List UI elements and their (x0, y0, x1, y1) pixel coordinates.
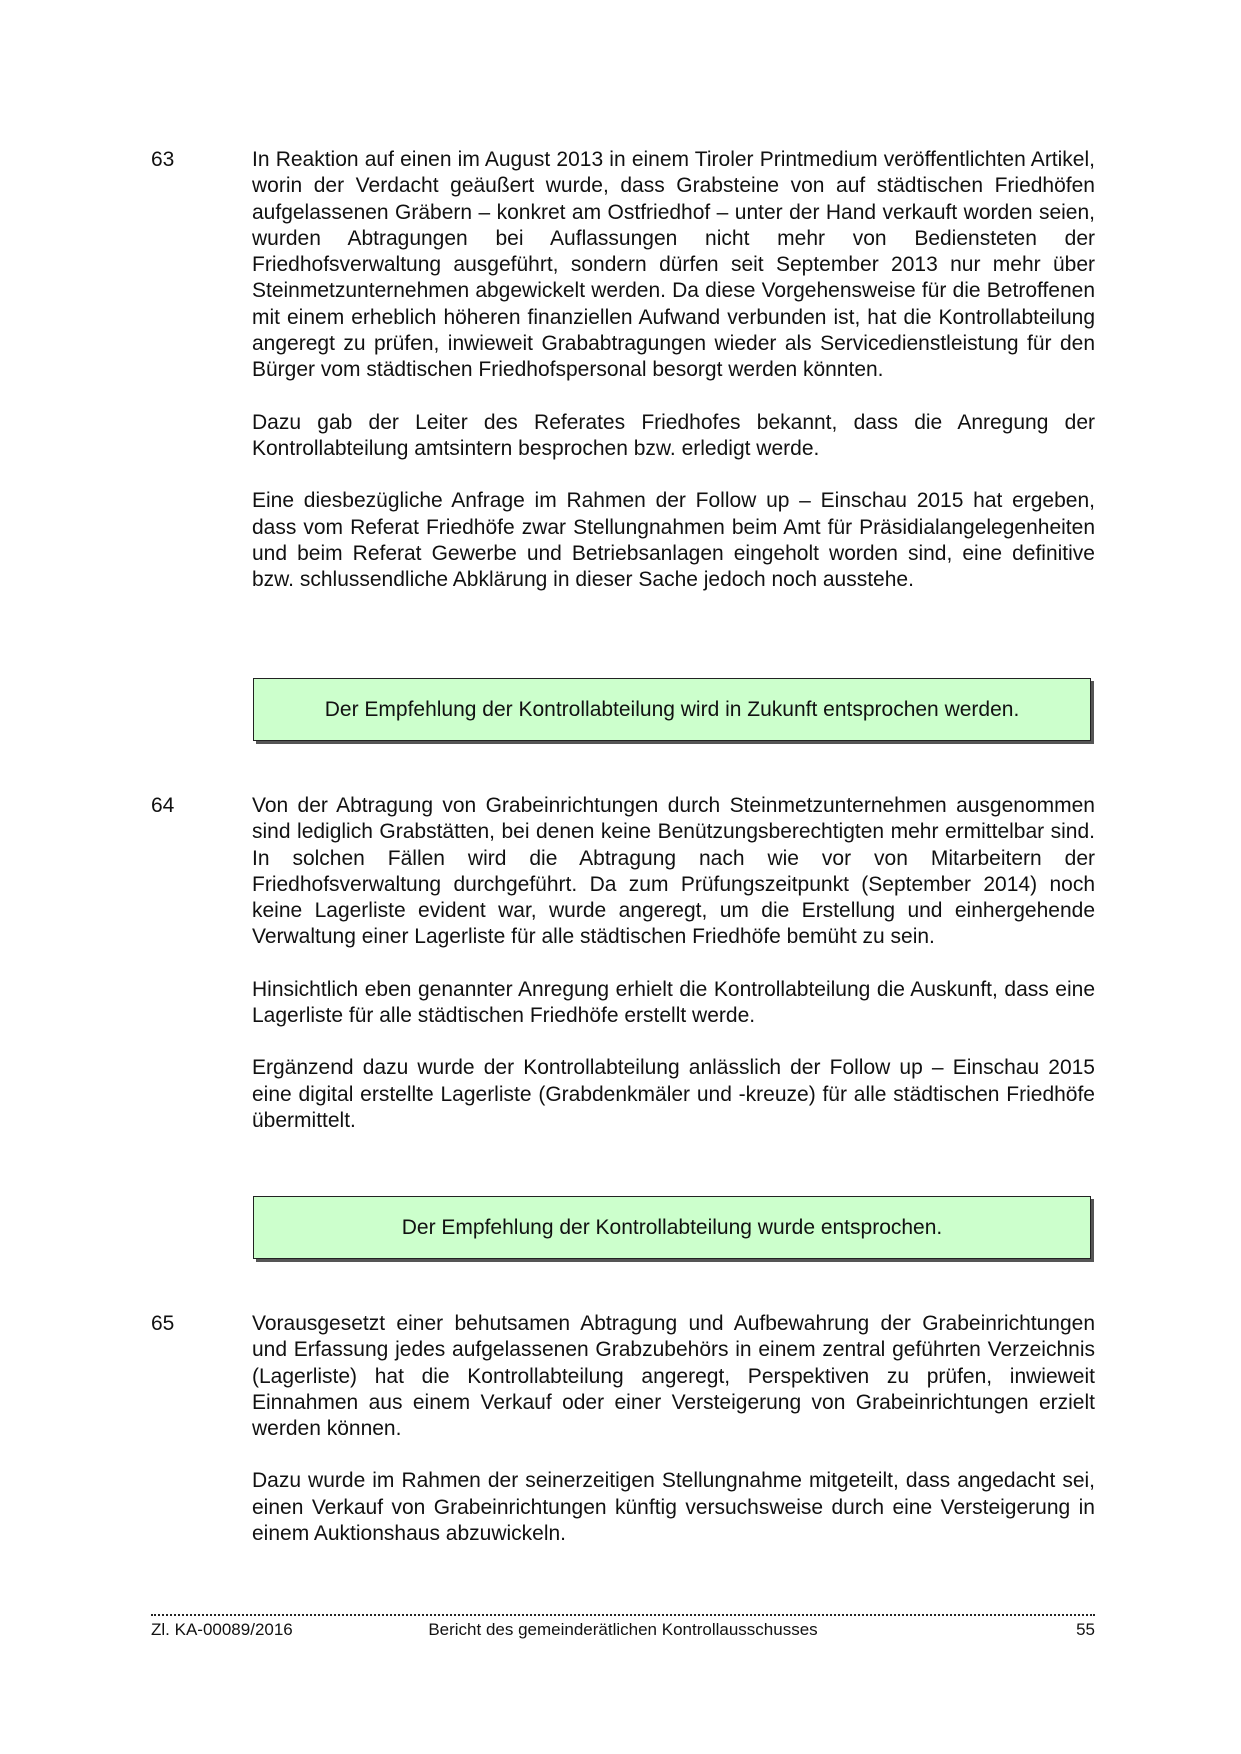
section-64 (151, 793, 1095, 1134)
section-number: 64 (151, 794, 175, 817)
section-number: 65 (151, 1312, 175, 1335)
section-65 (151, 1311, 1095, 1547)
section-body (252, 1311, 1095, 1547)
page-footer (151, 1619, 1095, 1641)
report-title: Bericht des gemeinderätlichen Kontrollausschusses (428, 1620, 818, 1639)
paragraph: In Reaktion auf einen im August 2013 in einem Tiroler Printmedium veröffentlichten Artikel, worin der Verdacht geäußert wurde, dass Grabsteine von auf städtischen Friedhöfen aufgelassenen Gräbern – konkret am Ostfriedhof – unter der Hand verkauft worden seien, wurden Abtragungen bei Auflassungen nicht mehr von Bediensteten der Friedhofsverwaltung ausgeführt, sondern dürfen seit September 2013 nur mehr über Steinmetzunternehmen abgewickelt werden. Da diese Vorgehensweise für die Betroffenen mit einem erheblich höheren finanziellen Aufwand verbunden ist, hat die Kontrollabteilung angeregt zu prüfen, inwieweit Grababtragungen wieder als Servicedienstleistung für den Bürger vom städtischen Friedhofspersonal besorgt werden könnten. (252, 148, 1095, 382)
section-body (252, 147, 1095, 593)
page-number: 55 (1076, 1620, 1095, 1639)
recommendation-box: Der Empfehlung der Kontrollabteilung wurde entsprochen. (253, 1196, 1091, 1259)
section-body (252, 793, 1095, 1134)
recommendation-box: Der Empfehlung der Kontrollabteilung wird in Zukunft entsprochen werden. (253, 678, 1091, 741)
paragraph: Eine diesbezügliche Anfrage im Rahmen der Follow up – Einschau 2015 hat ergeben, dass vom Referat Friedhöfe zwar Stellungnahmen beim Amt für Präsidialangelegenheiten und beim Referat Gewerbe und Betriebsanlagen eingeholt worden sind, eine definitive bzw. schlussendliche Abklärung in dieser Sache jedoch noch ausstehe. (252, 489, 1095, 592)
section-number: 63 (151, 148, 175, 171)
paragraph: Hinsichtlich eben genannter Anregung erhielt die Kontrollabteilung die Auskunft, dass eine Lagerliste für alle städtischen Friedhöfe erstellt werde. (252, 977, 1095, 1028)
paragraph: Ergänzend dazu wurde der Kontrollabteilung anlässlich der Follow up – Einschau 2015 eine digital erstellte Lagerliste (Grabdenkmäler und -kreuze) für alle städtischen Friedhöfe übermittelt. (252, 1056, 1095, 1132)
section-63 (151, 147, 1095, 593)
document-reference: Zl. KA-00089/2016 (151, 1620, 293, 1639)
paragraph: Von der Abtragung von Grabeinrichtungen durch Steinmetzunternehmen ausgenommen sind lediglich Grabstätten, bei denen keine Benützungsberechtigten mehr ermittelbar sind. In solchen Fällen wird die Abtragung nach wie vor von Mitarbeitern der Friedhofsverwaltung durchgeführt. Da zum Prüfungszeitpunkt (September 2014) noch keine Lagerliste evident war, wurde angeregt, um die Erstellung und einhergehende Verwaltung einer Lagerliste für alle städtischen Friedhöfe bemüht zu sein. (252, 794, 1095, 949)
paragraph: Dazu gab der Leiter des Referates Friedhofes bekannt, dass die Anregung der Kontrollabteilung amtsintern besprochen bzw. erledigt werde. (252, 410, 1095, 460)
paragraph: Vorausgesetzt einer behutsamen Abtragung und Aufbewahrung der Grabeinrichtungen und Erfassung jedes aufgelassenen Grabzubehörs in einem zentral geführten Verzeichnis (Lagerliste) hat die Kontrollabteilung angeregt, Perspektiven zu prüfen, inwieweit Einnahmen aus einem Verkauf oder einer Versteigerung von Grabeinrichtungen erzielt werden können. (252, 1312, 1095, 1441)
paragraph: Dazu wurde im Rahmen der seinerzeitigen Stellungnahme mitgeteilt, dass angedacht sei, einen Verkauf von Grabeinrichtungen künftig versuchsweise durch eine Versteigerung in einem Auktionshaus abzuwickeln. (252, 1469, 1095, 1546)
footer-divider (151, 1614, 1095, 1618)
